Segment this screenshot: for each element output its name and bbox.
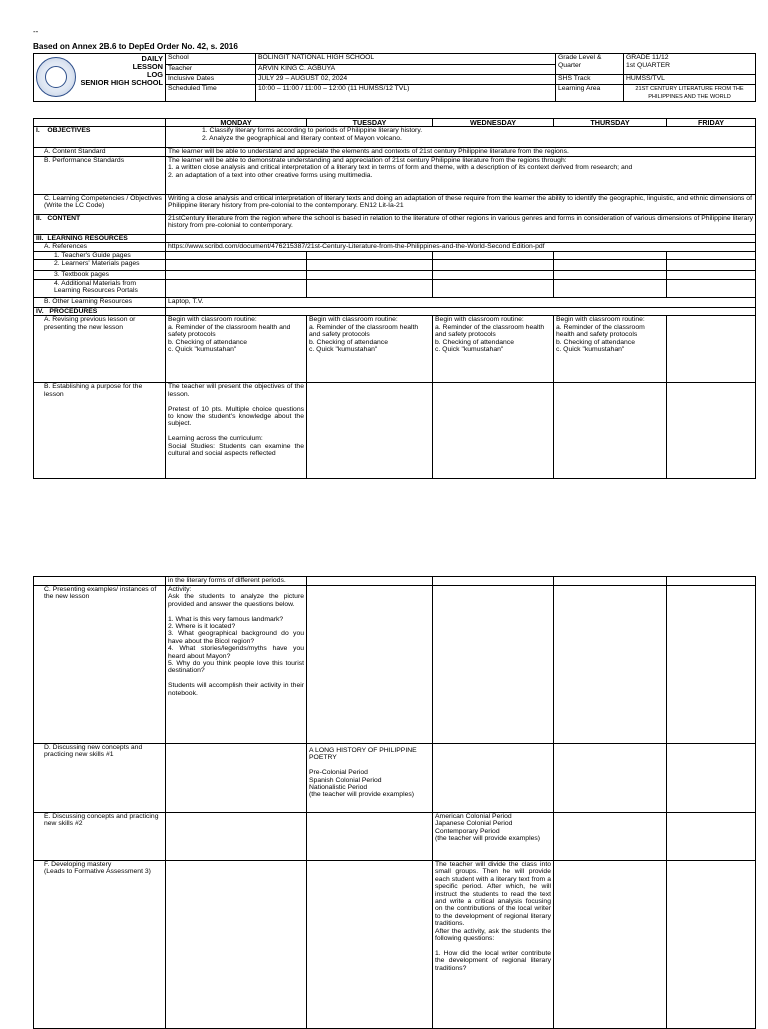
track-label: SHS Track	[556, 75, 624, 85]
time-value: 10:00 – 11:00 / 11:00 – 12:00 (11 HUMSS/12 TVL)	[256, 85, 556, 102]
mastery-wednesday: The teacher will divide the class into small groups. Then he will provide each student with a literary text from a specific period. After which, he will instruct the students to read the text and write a critical analysis focusing on the contributions of the local writer to the development of regional literary traditions. After the activity, ask the students the following questions: 1. How did the local writer contribute the development of regional literary traditions?	[433, 861, 554, 1029]
dates-value: JULY 29 – AUGUST 02, 2024	[256, 75, 556, 85]
examples-label: C. Presenting examples/ instances of the new lesson	[34, 586, 166, 744]
day-wednesday: WEDNESDAY	[433, 119, 554, 127]
purpose-row	[34, 383, 756, 479]
discuss2-row	[34, 813, 756, 861]
other-resources-text: Laptop, T.V.	[166, 298, 756, 308]
grade-label: Grade Level & Quarter	[556, 54, 624, 75]
routine-wednesday: Begin with classroom routine: a. Reminder of the classroom health and safety protocols b. Checking of attendance c. Quick "kumustahan"	[433, 316, 554, 383]
content-standard-text: The learner will be able to understand and appreciate the elements and contexts of 21st century Philippine literature from the regions.	[166, 148, 756, 156]
learners-materials-label: 2. Learners' Materials pages	[34, 260, 166, 271]
references-text[interactable]: https://www.scribd.com/document/476215387/21st-Century-Literature-from-the-Philippines-and-the-World-Second Edition-pdf	[166, 243, 756, 251]
mastery-row	[34, 861, 756, 1029]
discuss1-label: D. Discussing new concepts and practicing new skills #1	[34, 744, 166, 813]
procedures-number: IV.	[36, 308, 44, 316]
header-table	[33, 53, 756, 102]
procedures-row	[34, 308, 756, 316]
procedures-label: PROCEDURES	[49, 308, 98, 316]
school-type: SENIOR HIGH SCHOOL	[80, 78, 163, 87]
other-resources-row	[34, 298, 756, 308]
textbook-label: 3. Textbook pages	[34, 271, 166, 280]
school-value: BOLINGIT NATIONAL HIGH SCHOOL	[256, 54, 556, 65]
day-thursday: THURSDAY	[554, 119, 667, 127]
additional-materials-row	[34, 280, 756, 298]
purpose-monday-continued: in the literary forms of different periods.	[166, 577, 307, 586]
days-row	[34, 119, 756, 127]
main-table-continued	[33, 576, 756, 1029]
learners-materials-row	[34, 260, 756, 271]
discuss1-row	[34, 744, 756, 813]
track-value: HUMSS/TVL	[624, 75, 756, 85]
routine-tuesday: Begin with classroom routine: a. Reminder of the classroom health and safety protocols b. Checking of attendance c. Quick "kumustahan"	[307, 316, 433, 383]
teacher-label: Teacher	[166, 65, 256, 75]
competencies-label: C. Learning Competencies / Objectives (Write the LC Code)	[34, 194, 166, 214]
discuss1-tuesday: A LONG HISTORY OF PHILIPPINE POETRY Pre-Colonial Period Spanish Colonial Period Nationalistic Period (the teacher will provide examples)	[307, 744, 433, 813]
main-table	[33, 118, 756, 479]
other-resources-label: B. Other Learning Resources	[34, 298, 166, 308]
purpose-monday: The teacher will present the objectives of the lesson. Pretest of 10 pts. Multiple choice questions to know the student's knowledge about the subject. Learning across the curriculum: Social Studies: Students can examine the cultural and social aspects reflected	[166, 383, 307, 479]
revising-label: A. Revising previous lesson or presenting the new lesson	[34, 316, 166, 383]
examples-monday: Activity: Ask the students to analyze the picture provided and answer the questions below. 1. What is this very famous landmark? 2. Where is it located? 3. What geographical background do you have about the Bicol region? 4. What stories/legends/myths have you heard about Mayon? 5. Why do you think people love this tourist destination? Students will accomplish their activity in their notebook.	[166, 586, 307, 744]
purpose-label: B. Establishing a purpose for the lesson	[34, 383, 166, 479]
content-standard-row	[34, 148, 756, 156]
purpose-continued-row	[34, 577, 756, 586]
discuss2-wednesday: American Colonial Period Japanese Colonial Period Contemporary Period (the teacher will provide examples)	[433, 813, 554, 861]
day-monday: MONDAY	[166, 119, 307, 127]
deped-seal-icon	[36, 57, 76, 97]
performance-standards-text: The learner will be able to demonstrate understanding and appreciation of 21st century Philippine literature from the regions through: 1. a written close analysis and critical interpretation of a literary text in terms of form and theme, with a description of its context derived from research; and 2. an adaptation of a text into other creative forms using multimedia.	[166, 156, 756, 194]
teachers-guide-label: 1. Teacher's Guide pages	[34, 251, 166, 259]
content-standard-label: A. Content Standard	[34, 148, 166, 156]
resources-row	[34, 234, 756, 242]
day-friday: FRIDAY	[667, 119, 756, 127]
competencies-row	[34, 194, 756, 214]
objectives-number: I.	[36, 127, 40, 135]
references-row	[34, 243, 756, 251]
objectives-row	[34, 127, 756, 148]
resources-number: III.	[36, 234, 44, 242]
time-label: Scheduled Time	[166, 85, 256, 102]
routine-thursday: Begin with classroom routine: a. Reminder of the classroom health and safety protocols b. Checking of attendance c. Quick "kumustahan"	[554, 316, 667, 383]
content-label: CONTENT	[47, 214, 81, 222]
performance-standards-label: B. Performance Standards	[34, 156, 166, 194]
objectives-label: OBJECTIVES	[47, 127, 91, 135]
references-label: A. References	[34, 243, 166, 251]
dates-label: Inclusive Dates	[166, 75, 256, 85]
content-number: II.	[36, 214, 42, 222]
resources-label: LEARNING RESOURCES	[47, 234, 128, 242]
mastery-label: F. Developing mastery (Leads to Formative Assessment 3)	[34, 861, 166, 1029]
revising-row	[34, 316, 756, 383]
dll-title: DAILY LESSON LOG	[132, 54, 163, 79]
day-tuesday: TUESDAY	[307, 119, 433, 127]
textbook-row	[34, 271, 756, 280]
annex-reference: Based on Annex 2B.6 to DepEd Order No. 42, s. 2016	[33, 42, 238, 51]
additional-materials-label: 4. Additional Materials from Learning Resources Portals	[34, 280, 166, 298]
top-mark: --	[33, 27, 39, 36]
area-value: 21ST CENTURY LITERATURE FROM THE PHILIPPINES AND THE WORLD	[624, 85, 756, 102]
competencies-text: Writing a close analysis and critical interpretation of literary texts and doing an adaptation of these require from the learner the ability to identify the geographic, linguistic, and ethnic dimensions of Philippine literary history from pre-colonial to the contemporary. EN12 Lit-Ia-21	[166, 194, 756, 214]
school-label: School	[166, 54, 256, 65]
content-row	[34, 214, 756, 234]
content-text: 21stCentury literature from the region where the school is based in relation to the literature of other regions in various genres and forms in consideration of various dimensions of Philippine literary history from pre-colonial to contemporary.	[166, 214, 756, 234]
dll-title-cell	[34, 54, 166, 102]
area-label: Learning Area	[556, 85, 624, 102]
grade-value: GRADE 11/12 1st QUARTER	[624, 54, 756, 75]
performance-standards-row	[34, 156, 756, 194]
discuss2-label: E. Discussing concepts and practicing new skills #2	[34, 813, 166, 861]
teacher-value: ARVIN KING C. AGBUYA	[256, 65, 556, 75]
examples-row	[34, 586, 756, 744]
routine-monday: Begin with classroom routine: a. Reminder of the classroom health and safety protocols b. Checking of attendance c. Quick "kumustahan"	[166, 316, 307, 383]
objectives-text: 1. Classify literary forms according to periods of Philippine literary history. 2. Analyze the geographical and literary context of Mayon volcano.	[166, 127, 756, 148]
teachers-guide-row	[34, 251, 756, 259]
